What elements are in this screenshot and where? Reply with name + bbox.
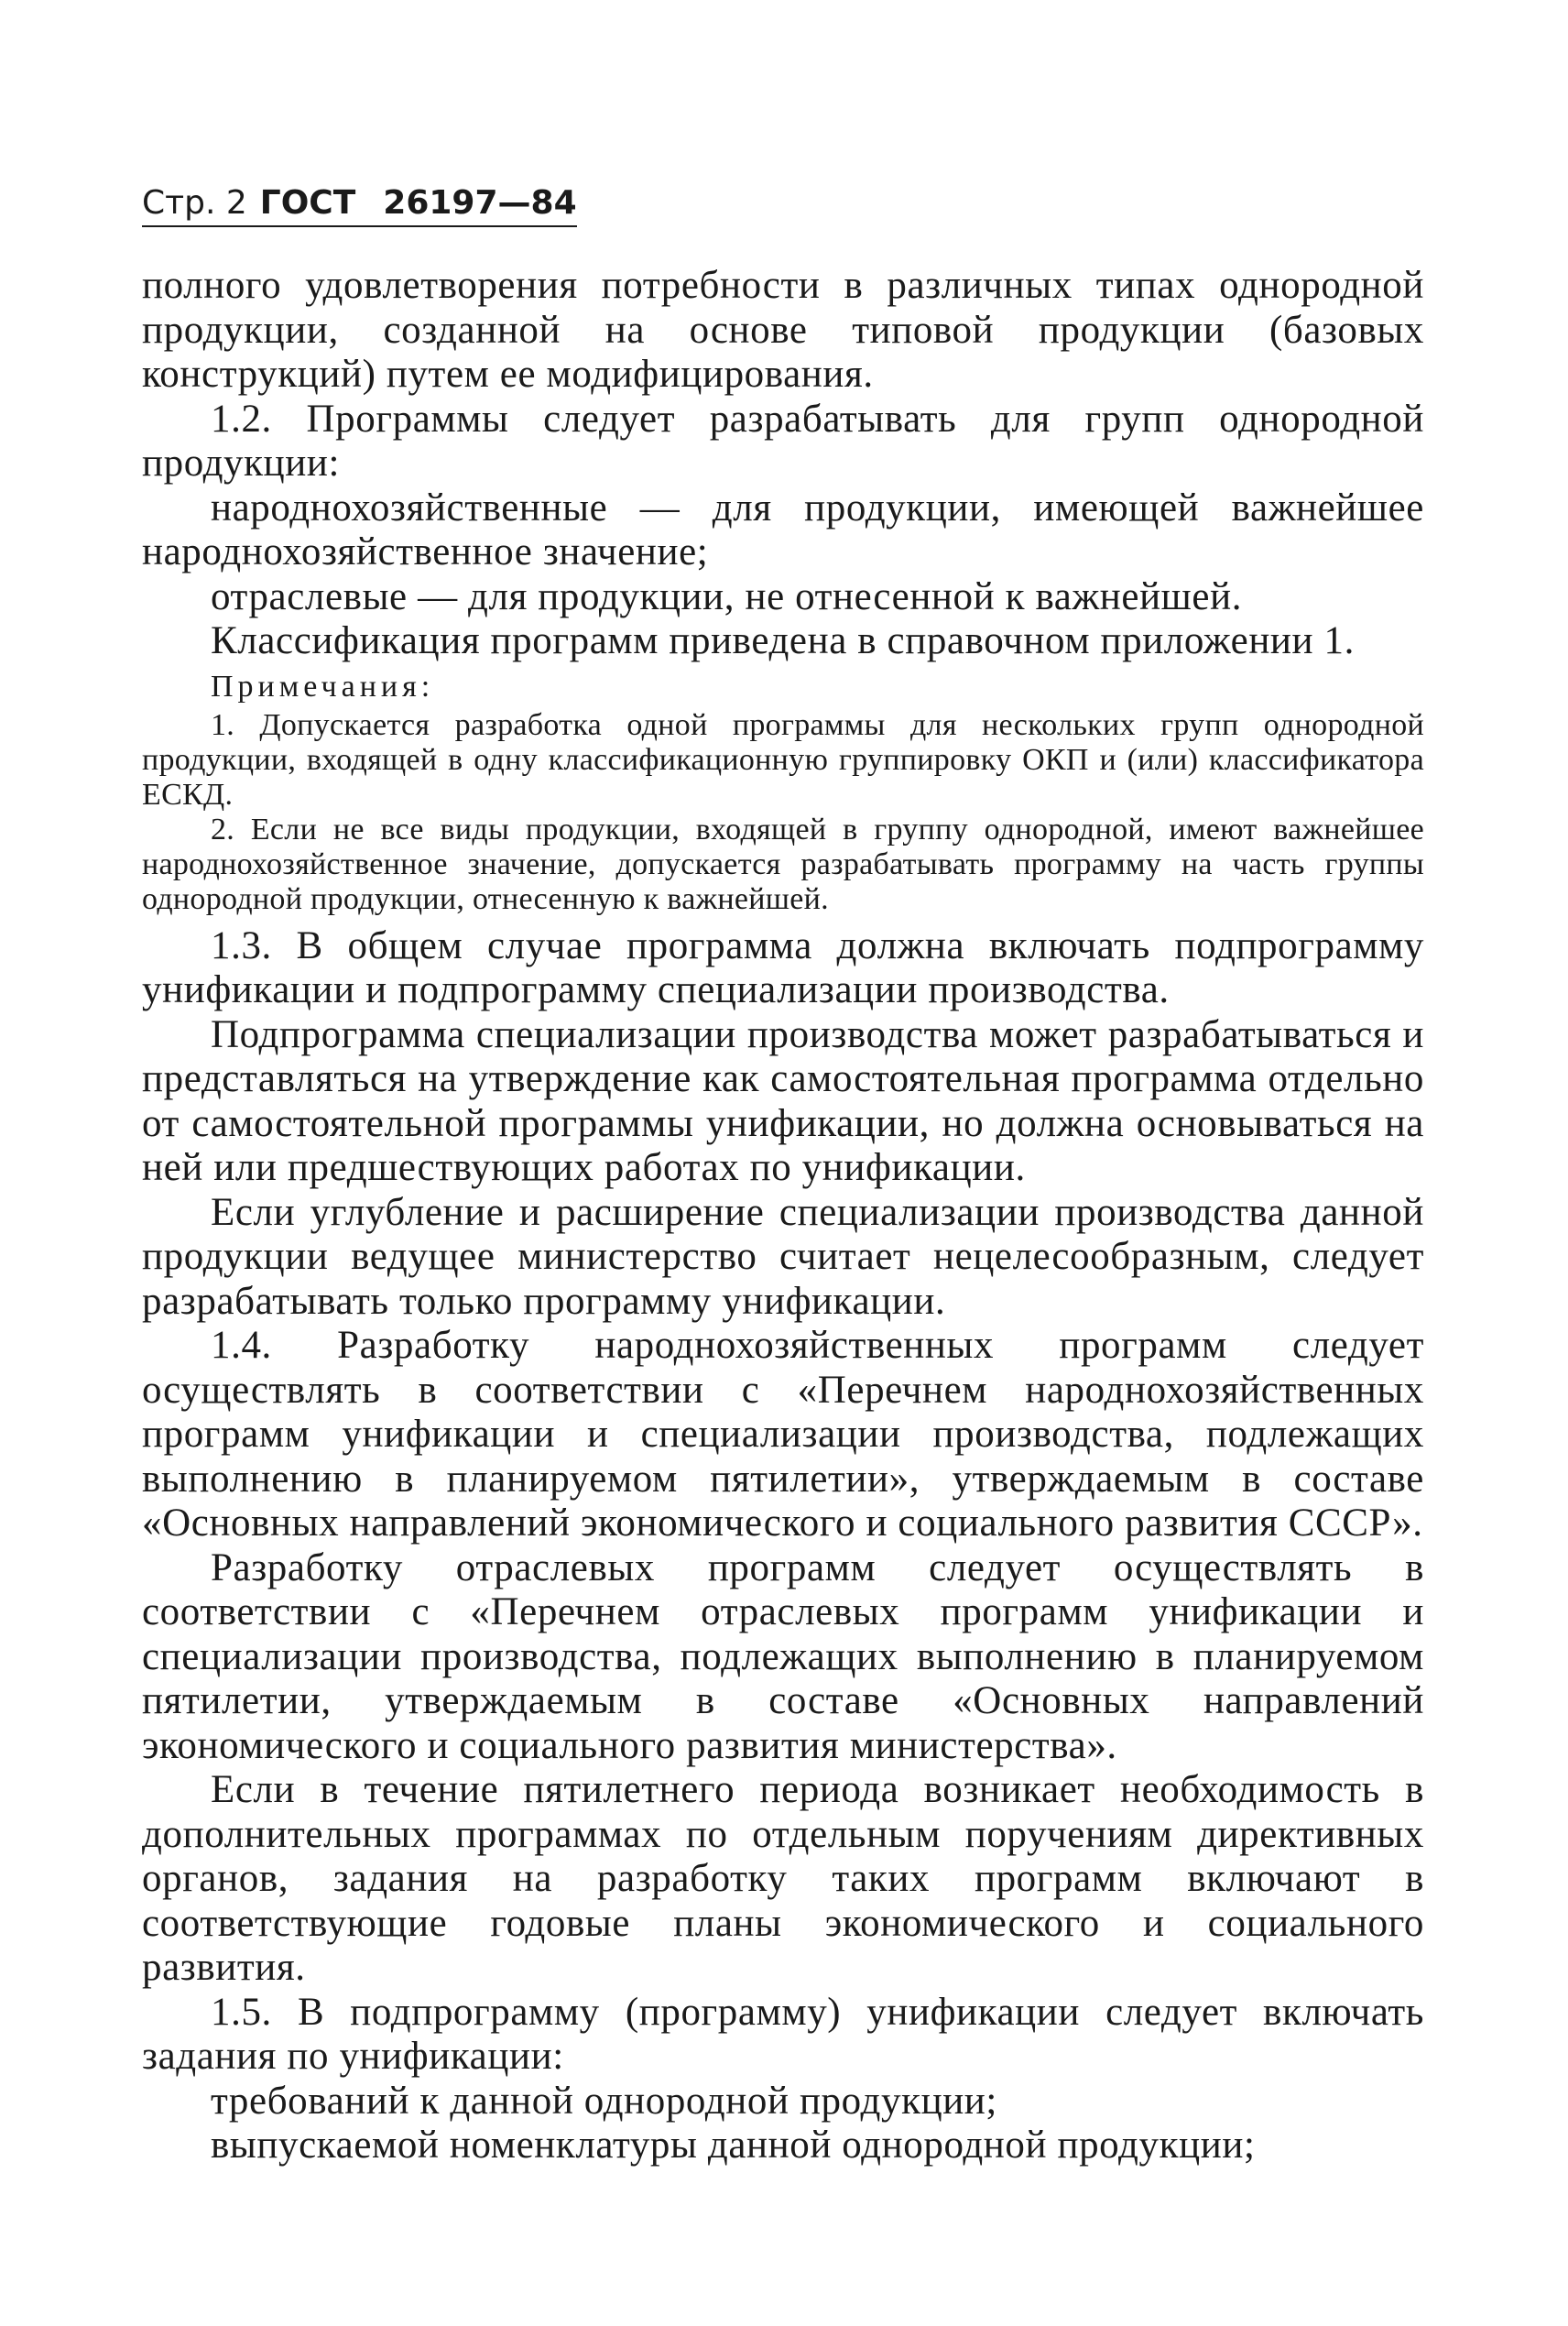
paragraph-1-2: 1.2. Программы следует разрабатывать для групп однородной продукции:	[142, 397, 1424, 485]
paragraph-1-5: 1.5. В подпрограмму (программу) унификации следует включать задания по унификации:	[142, 1990, 1424, 2078]
paragraph-unification-only: Если углубление и расширение специализации производства данной продукции ведущее министерство считает нецелесообразным, следует разрабатывать только программу унификации.	[142, 1190, 1424, 1323]
paragraph-classification: Классификация программ приведена в справочном приложении 1.	[211, 619, 1355, 662]
paragraph-national: народнохозяйственные — для продукции, имеющей важнейшее народнохозяйственное значение;	[142, 486, 1424, 573]
paragraph-specialization-subprogram: Подпрограмма специализации производства может разрабатываться и представляться на утверждение как самостоятельная программа отдельно от самостоятельной программы унификации, но должна основываться на ней или предшествующих работах по унификации.	[142, 1012, 1424, 1189]
list-item-requirements: требований к данной однородной продукции;	[211, 2079, 997, 2123]
paragraph-additional-programs: Если в течение пятилетнего периода возникает необходимость в дополнительных программах по отдельным поручениям директивных органов, задания на разработку таких программ включают в соответствующие годовые планы экономического и социального развития.	[142, 1768, 1424, 1989]
standard-number: 26197—84	[383, 184, 577, 222]
standard-label: ГОСТ	[259, 184, 356, 222]
note-1: 1. Допускается разработка одной программы для нескольких групп однородной продукции, входящей в одну классификационную группировку ОКП и (или) классификатора ЕСКД.	[142, 707, 1424, 812]
list-item-nomenclature: выпускаемой номенклатуры данной однородной продукции;	[211, 2124, 1256, 2167]
paragraph-sectoral-development: Разработку отраслевых программ следует осуществлять в соответствии с «Перечнем отраслевых программ унификации и специализации производства, подлежащих выполнению в планируемом пятилетии, утверждаемым в составе «Основных направлений экономического и социального развития министерства».	[142, 1545, 1424, 1767]
paragraph-1-3: 1.3. В общем случае программа должна включать подпрограмму унификации и подпрограмму специализации производства.	[142, 923, 1424, 1011]
document-page	[142, 183, 1424, 2168]
page-label: Стр. 2	[142, 184, 247, 222]
paragraph-1-4: 1.4. Разработку народнохозяйственных программ следует осуществлять в соответствии с «Перечнем народнохозяйственных программ унификации и специализации производства, подлежащих выполнению в планируемом пятилетии», утверждаемым в составе «Основных направлений экономического и социального развития СССР».	[142, 1324, 1424, 1545]
notes-title: Примечания:	[211, 669, 435, 704]
notes-block	[142, 670, 1424, 917]
page-header	[142, 183, 577, 227]
paragraph-sectoral: отраслевые — для продукции, не отнесенной к важнейшей.	[211, 574, 1243, 618]
paragraph-continuation: полного удовлетворения потребности в различных типах однородной продукции, созданной на основе типовой продукции (базовых конструкций) путем ее модифицирования.	[142, 264, 1424, 396]
document-body	[142, 264, 1424, 2168]
note-2: 2. Если не все виды продукции, входящей в группу однородной, имеют важнейшее народнохозяйственное значение, допускается разрабатывать программу на часть группы однородной продукции, отнесенную к важнейшей.	[142, 812, 1424, 916]
